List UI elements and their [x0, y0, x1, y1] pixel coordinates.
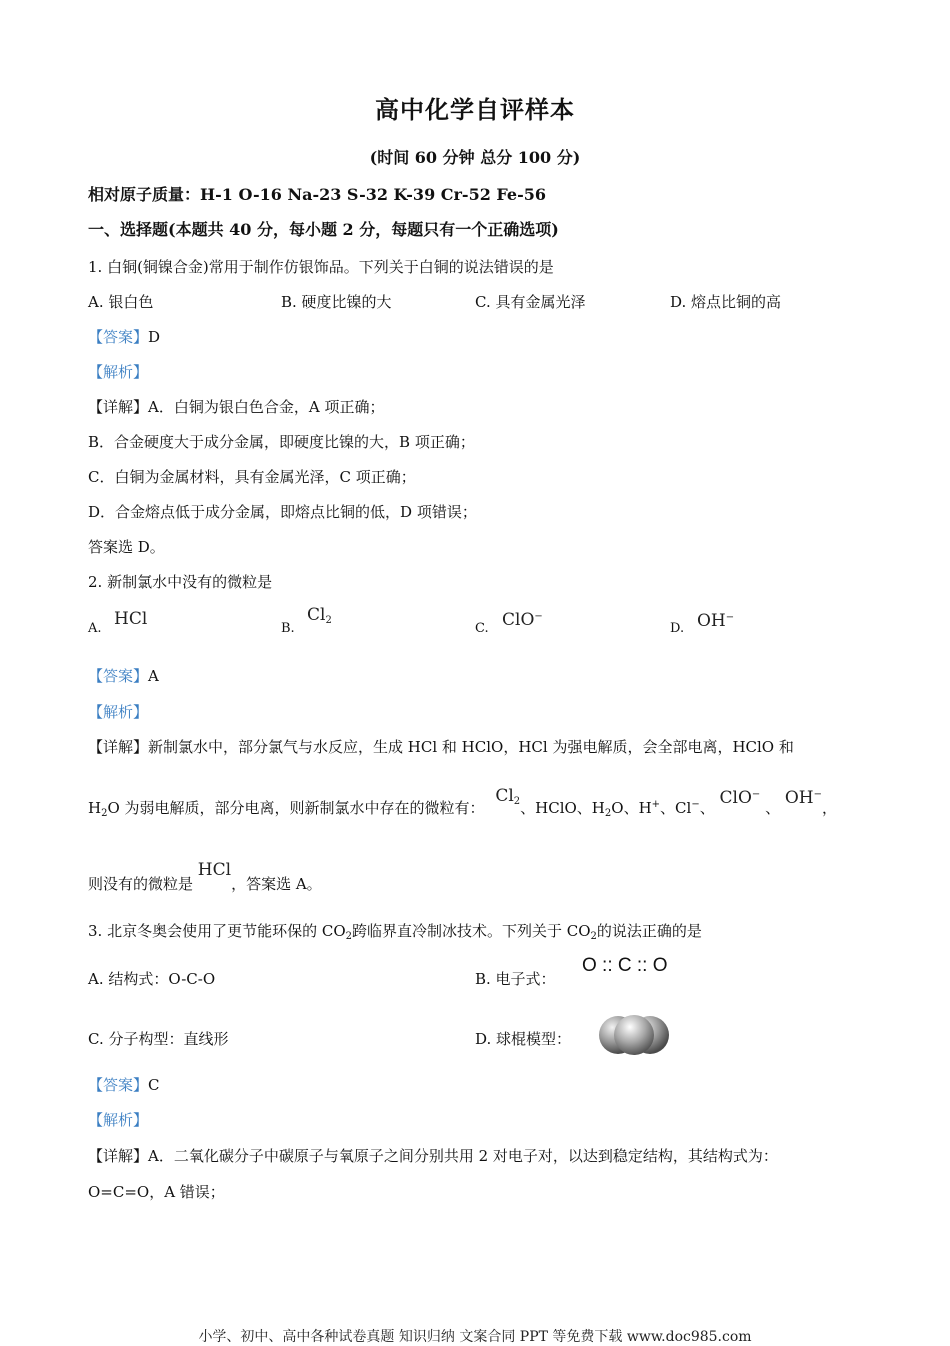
q3-detail-line-2: O=C=O，A 错误； — [88, 1183, 225, 1201]
q2-option-c-label: C. — [475, 621, 489, 636]
atomic-masses: 相对原子质量：H-1 O-16 Na-23 S-32 K-39 Cr-52 Fe-56 — [88, 185, 546, 204]
q3-detail-line-1 — [88, 1145, 778, 1166]
question-2-stem: 2. 新制氯水中没有的微粒是 — [88, 573, 273, 591]
clo-formula: ClO− — [719, 788, 761, 808]
co2-ball-model-image — [598, 1014, 670, 1056]
q1-option-c: C. 具有金属光泽 — [475, 293, 586, 311]
q1-detail-c: C．白铜为金属材料，具有金属光泽，C 项正确； — [88, 468, 416, 486]
q3-answer — [88, 1074, 160, 1095]
q3-option-b: B. 电子式： — [475, 970, 556, 988]
q2-option-a-formula: HCl — [114, 609, 148, 629]
q1-detail-a — [88, 396, 384, 417]
q2-answer — [88, 665, 159, 686]
q3-option-d: D. 球棍模型： — [475, 1030, 572, 1048]
question-1-stem: 1. 白铜(铜镍合金)常用于制作仿银饰品。下列关于白铜的说法错误的是 — [88, 258, 554, 276]
detail-tag: 【详解】 — [88, 1147, 149, 1165]
detail-text: A．白铜为银白色合金，A 项正确； — [148, 398, 385, 416]
q1-answer — [88, 326, 160, 347]
detail-tag: 【详解】 — [88, 738, 149, 756]
q1-option-a: A. 银白色 — [88, 293, 154, 311]
page-footer: 小学、初中、高中各种试卷真题 知识归纳 文案合同 PPT 等免费下载 www.doc985.com — [198, 1329, 752, 1345]
question-3-stem: 3. 北京冬奥会使用了更节能环保的 $CO_2$跨临界直冷制冰技术。下列关于 $CO_2$的说法正确的是 — [88, 922, 702, 942]
q1-analysis-tag: 【解析】 — [88, 363, 149, 381]
q2-option-b-formula: $Cl_2$ — [307, 605, 332, 626]
q1-option-d: D. 熔点比铜的高 — [670, 293, 782, 311]
q1-conclusion: 答案选 D。 — [88, 538, 165, 556]
q2-option-d-formula: OH− — [697, 611, 735, 631]
cl2-formula: $Cl_2$ — [495, 786, 521, 807]
answer-value: D — [148, 328, 161, 346]
answer-value: A — [148, 667, 159, 685]
q1-option-b: B. 硬度比镍的大 — [281, 293, 392, 311]
q3-option-c: C. 分子构型：直线形 — [88, 1030, 229, 1048]
oh-formula: OH− — [784, 788, 823, 808]
q2-detail-line-2: $H_2O$ 为弱电解质，部分电离，则新制氯水中存在的微粒有： $Cl_2$、HClO、$H_2O$、H+、Cl−、 ClO− 、 OH−， — [88, 786, 838, 819]
q1-detail-b: B．合金硬度大于成分金属，即硬度比镍的大，B 项正确； — [88, 433, 475, 451]
page-title: 高中化学自评样本 — [375, 95, 575, 124]
q2-analysis-tag: 【解析】 — [88, 703, 149, 721]
q3-analysis-tag: 【解析】 — [88, 1111, 149, 1129]
detail-text: 新制氯水中，部分氯气与水反应，生成 HCl 和 HClO，HCl 为强电解质，会全部电离，HClO 和 — [148, 738, 794, 756]
answer-value: C — [148, 1076, 160, 1094]
q2-option-d-label: D. — [670, 621, 685, 636]
detail-tag: 【详解】 — [88, 398, 149, 416]
q1-detail-d: D．合金熔点低于成分金属，即熔点比铜的低，D 项错误； — [88, 503, 477, 521]
answer-tag: 【答案】 — [88, 1076, 149, 1094]
co2-electron-formula: O :: C :: O — [582, 955, 668, 976]
q2-detail-line-3: 则没有的微粒是 HCl，答案选 A。 — [88, 860, 322, 893]
answer-tag: 【答案】 — [88, 667, 149, 685]
q2-option-a-label: A. — [88, 621, 102, 636]
exam-subtitle: (时间 60 分钟 总分 100 分) — [369, 148, 581, 167]
answer-tag: 【答案】 — [88, 328, 149, 346]
q3-option-a: A. 结构式：O-C-O — [88, 970, 216, 988]
hcl-formula: HCl — [197, 860, 232, 880]
q2-option-b-label: B. — [281, 621, 295, 636]
section-heading: 一、选择题(本题共 40 分，每小题 2 分，每题只有一个正确选项) — [88, 220, 559, 239]
q2-detail-line-1 — [88, 736, 794, 757]
q2-option-c-formula: ClO− — [502, 610, 543, 630]
detail-text: A．二氧化碳分子中碳原子与氧原子之间分别共用 2 对电子对，以达到稳定结构，其结构式为： — [148, 1147, 778, 1165]
